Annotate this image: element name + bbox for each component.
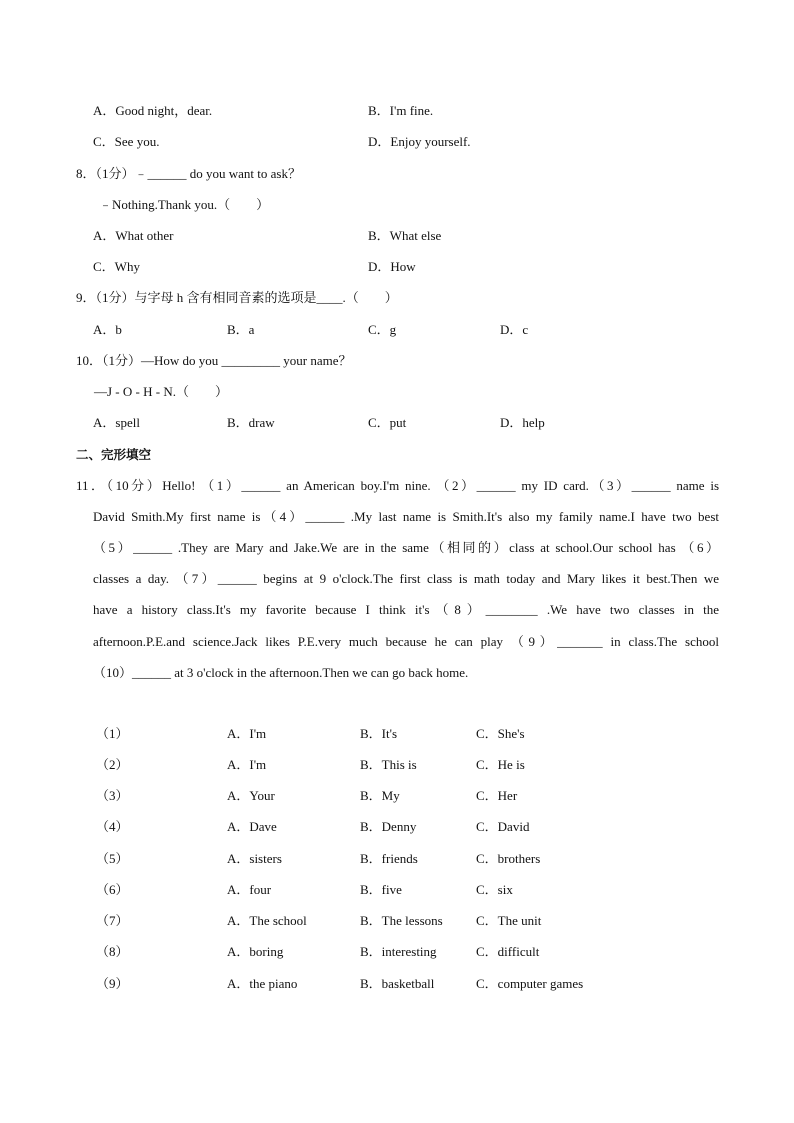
option-b: B．The lessons: [360, 913, 443, 928]
blank-number: （8）: [96, 944, 129, 959]
q9-option-c: C．g: [368, 322, 397, 337]
option-b: B．interesting: [360, 944, 437, 959]
q11-line-2: David Smith.My first name is（4）______ .My last name is Smith.It's also my family name.I have two best: [93, 509, 719, 524]
q11-option-row: [96, 941, 736, 957]
q7-option-d: D．Enjoy yourself.: [368, 134, 471, 149]
q8-option-c: C．Why: [93, 259, 140, 274]
blank-number: （9）: [96, 976, 129, 991]
option-a: A．the piano: [227, 976, 298, 991]
option-b: B．My: [360, 788, 400, 803]
q10-option-a: A．spell: [93, 415, 140, 430]
blank-number: （4）: [96, 819, 129, 834]
q8-option-d: D．How: [368, 259, 416, 274]
blank-number: （1）: [96, 726, 129, 741]
option-b: B．basketball: [360, 976, 435, 991]
q11-line-1: 11．（10分）Hello! （1）______ an American boy.I'm nine. （2）______ my ID card.（3）______ name is: [76, 478, 719, 493]
q11-option-row: [96, 910, 736, 926]
q7-option-c: C．See you.: [93, 134, 160, 149]
q11-option-row: [96, 723, 736, 739]
blank-number: （2）: [96, 757, 129, 772]
q11-line-3: （5）______ .They are Mary and Jake.We are in the same（相同的）class at school.Our school has （6）: [93, 540, 719, 555]
q9-option-b: B．a: [227, 322, 255, 337]
option-a: A．I'm: [227, 757, 267, 772]
q8-option-b: B．What else: [368, 228, 442, 243]
q11-option-row: [96, 785, 736, 801]
q11-line-7: （10）______ at 3 o'clock in the afternoon.Then we can go back home.: [93, 665, 469, 680]
option-c: C．computer games: [476, 976, 584, 991]
q7-option-a: A．Good night，dear.: [93, 103, 213, 118]
q11-line-4: classes a day. （7）______ begins at 9 o'clock.The first class is math today and Mary likes it best.Then we: [93, 571, 719, 586]
q9-option-d: D．c: [500, 322, 529, 337]
q9-stem: 9．（1分）与字母 h 含有相同音素的选项是____.（ ）: [76, 290, 398, 305]
option-a: A．Your: [227, 788, 275, 803]
q11-line-6: afternoon.P.E.and science.Jack likes P.E.very much because he can play （9）_______ in class.The school: [93, 634, 719, 649]
q9-option-a: A．b: [93, 322, 122, 337]
option-c: C．She's: [476, 726, 525, 741]
option-c: C．six: [476, 882, 513, 897]
q11-option-row: [96, 754, 736, 770]
q11-option-row: [96, 816, 736, 832]
q11-line-5: have a history class.It's my favorite because I think it's（8）________ .We have two classes in the: [93, 602, 719, 617]
option-a: A．boring: [227, 944, 284, 959]
q8-stem: 8．（1分）﹣______ do you want to ask？: [76, 166, 301, 181]
option-c: C．David: [476, 819, 530, 834]
option-b: B．friends: [360, 851, 418, 866]
option-a: A．The school: [227, 913, 307, 928]
q10-reply: —J - O - H - N.（ ）: [94, 384, 228, 399]
blank-number: （7）: [96, 913, 129, 928]
option-c: C．He is: [476, 757, 525, 772]
q10-option-d: D．help: [500, 415, 545, 430]
blank-number: （6）: [96, 882, 129, 897]
option-c: C．Her: [476, 788, 518, 803]
option-a: A．I'm: [227, 726, 267, 741]
q8-option-a: A．What other: [93, 228, 174, 243]
option-b: B．Denny: [360, 819, 417, 834]
blank-number: （3）: [96, 788, 129, 803]
option-c: C．brothers: [476, 851, 541, 866]
option-a: A．sisters: [227, 851, 282, 866]
q11-option-row: [96, 848, 736, 864]
option-b: B．five: [360, 882, 402, 897]
q8-reply: ﹣Nothing.Thank you.（ ）: [99, 197, 270, 212]
blank-number: （5）: [96, 851, 129, 866]
q11-option-row: [96, 973, 736, 989]
option-b: B．It's: [360, 726, 398, 741]
q7-option-b: B．I'm fine.: [368, 103, 434, 118]
option-b: B．This is: [360, 757, 417, 772]
section-title: 二、完形填空: [76, 447, 152, 462]
q10-option-c: C．put: [368, 415, 407, 430]
q10-stem: 10．（1分）—How do you _________ your name？: [76, 353, 352, 368]
q11-option-row: [96, 879, 736, 895]
option-a: A．Dave: [227, 819, 277, 834]
q10-option-b: B．draw: [227, 415, 275, 430]
option-a: A．four: [227, 882, 272, 897]
option-c: C．The unit: [476, 913, 542, 928]
option-c: C．difficult: [476, 944, 540, 959]
